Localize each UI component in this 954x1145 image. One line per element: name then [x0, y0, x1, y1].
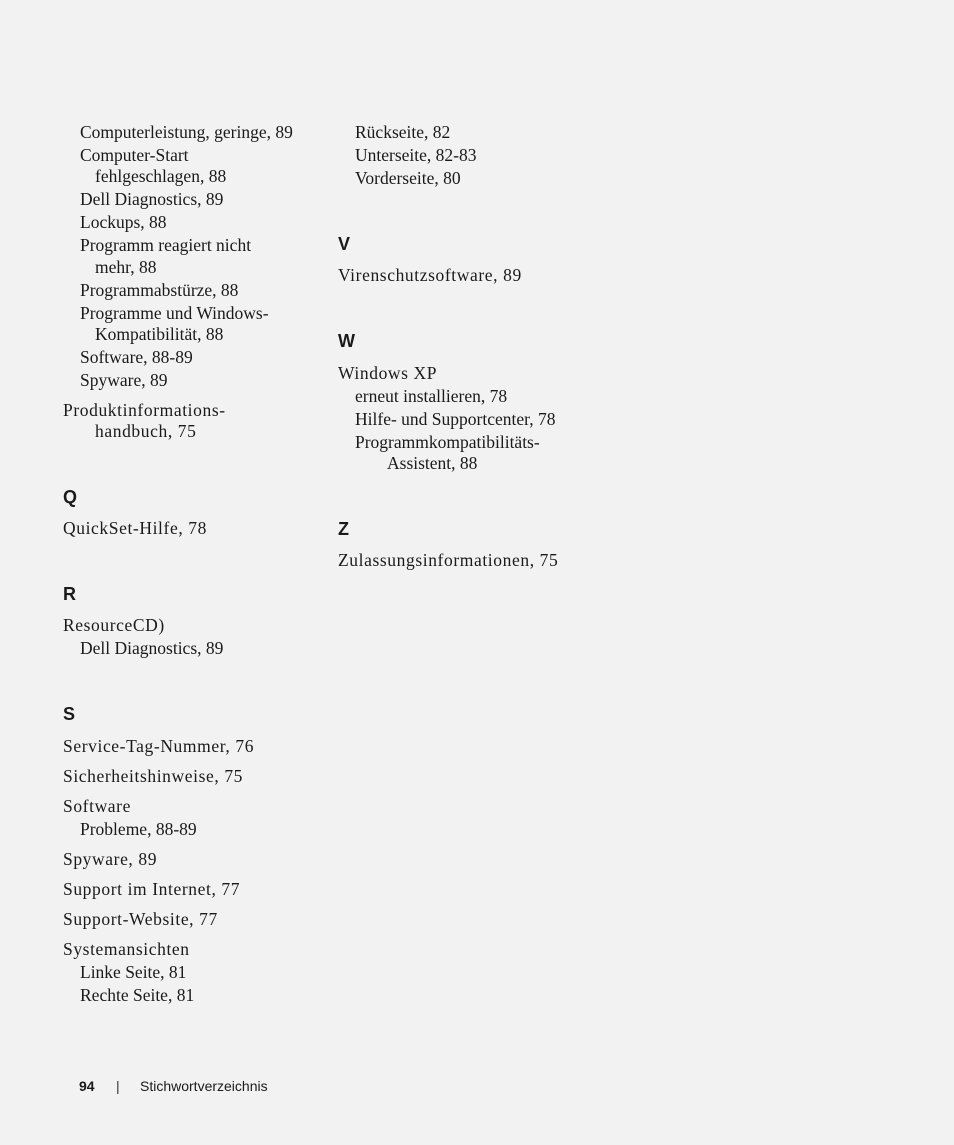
index-entry: Software: [63, 796, 131, 816]
index-entry: Programmabstürze, 88: [80, 280, 239, 300]
index-entry: Probleme, 88-89: [80, 819, 197, 839]
index-entry: Computer-Start: [80, 145, 189, 165]
index-entry: Support im Internet, 77: [63, 879, 241, 899]
index-entry: Zulassungsinformationen, 75: [338, 550, 559, 570]
index-entry: Systemansichten: [63, 939, 190, 959]
section-header-w: W: [338, 331, 355, 351]
index-entry: Lockups, 88: [80, 212, 167, 232]
index-entry: QuickSet-Hilfe, 78: [63, 518, 207, 538]
index-entry: Unterseite, 82-83: [355, 145, 477, 165]
index-entry: Spyware, 89: [63, 849, 158, 869]
section-header-v: V: [338, 234, 351, 254]
index-entry: Dell Diagnostics, 89: [80, 189, 224, 209]
index-entry: Sicherheitshinweise, 75: [63, 766, 244, 786]
section-header-s: S: [63, 704, 76, 724]
index-entry: Vorderseite, 80: [355, 168, 461, 188]
index-entry: Dell Diagnostics, 89: [80, 638, 224, 658]
index-entry: Spyware, 89: [80, 370, 168, 390]
section-header-z: Z: [338, 519, 349, 539]
index-entry: Programm reagiert nicht: [80, 235, 252, 255]
page-footer: [79, 1076, 268, 1096]
index-entry-continuation: fehlgeschlagen, 88: [95, 166, 227, 186]
index-entry: Windows XP: [338, 363, 438, 383]
index-entry: Programmkompatibilitäts-: [355, 432, 540, 452]
index-entry: ResourceCD): [63, 615, 165, 635]
index-entry: Service-Tag-Nummer, 76: [63, 736, 255, 756]
index-entry: Virenschutzsoftware, 89: [338, 265, 522, 285]
footer-title: Stichwortverzeichnis: [140, 1078, 268, 1094]
index-entry: Hilfe- und Supportcenter, 78: [355, 409, 556, 429]
index-entry: Rückseite, 82: [355, 122, 451, 142]
section-header-q: Q: [63, 487, 78, 507]
page-number: 94: [79, 1078, 95, 1094]
index-entry-continuation: Assistent, 88: [387, 453, 478, 473]
index-entry: Programme und Windows-: [80, 303, 269, 323]
footer-separator: |: [116, 1078, 120, 1094]
index-entry-continuation: handbuch, 75: [95, 421, 197, 441]
index-entry: Produktinformations-: [63, 400, 226, 420]
index-entry: Computerleistung, geringe, 89: [80, 122, 293, 142]
index-entry: Linke Seite, 81: [80, 962, 187, 982]
index-entry-continuation: mehr, 88: [95, 257, 157, 277]
index-entry: Software, 88-89: [80, 347, 193, 367]
index-entry-continuation: Kompatibilität, 88: [95, 324, 224, 344]
index-entry: erneut installieren, 78: [355, 386, 508, 406]
section-header-r: R: [63, 584, 76, 604]
index-entry: Rechte Seite, 81: [80, 985, 195, 1005]
index-entry: Support-Website, 77: [63, 909, 218, 929]
